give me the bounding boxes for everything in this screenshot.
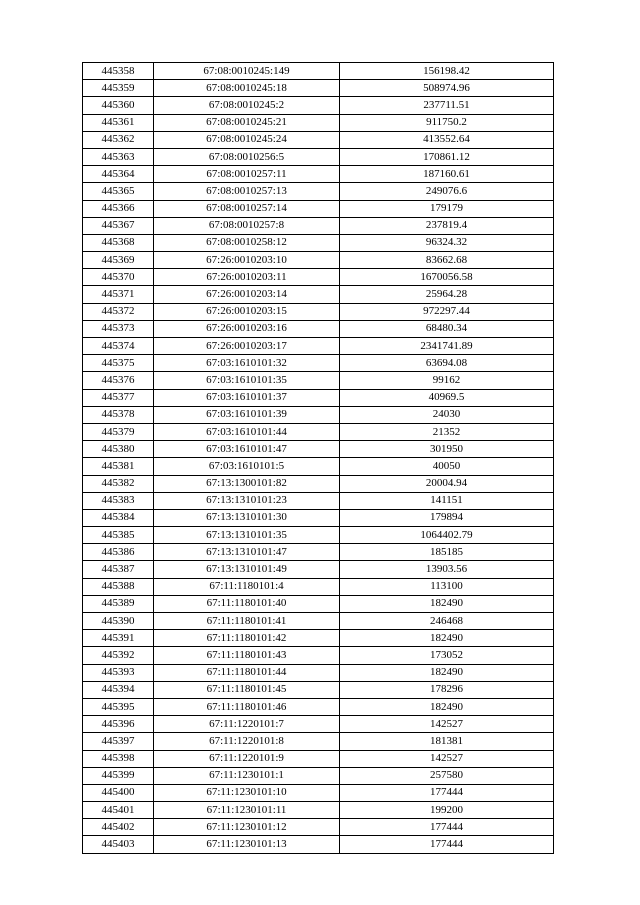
value-cell: 199200 — [340, 802, 554, 819]
cadastral-number-cell: 67:26:0010203:16 — [154, 320, 340, 337]
value-cell: 187160.61 — [340, 166, 554, 183]
value-cell: 141151 — [340, 492, 554, 509]
cadastral-number-cell: 67:11:1220101:7 — [154, 716, 340, 733]
row-number-cell: 445372 — [83, 303, 154, 320]
row-number-cell: 445399 — [83, 767, 154, 784]
row-number-cell: 445384 — [83, 509, 154, 526]
value-cell: 20004.94 — [340, 475, 554, 492]
table-row — [83, 97, 554, 114]
table-row — [83, 114, 554, 131]
row-number-cell: 445368 — [83, 234, 154, 251]
table-row — [83, 441, 554, 458]
cadastral-number-cell: 67:08:0010245:2 — [154, 97, 340, 114]
cadastral-number-cell: 67:03:1610101:32 — [154, 355, 340, 372]
value-cell: 972297.44 — [340, 303, 554, 320]
row-number-cell: 445373 — [83, 320, 154, 337]
table-row — [83, 716, 554, 733]
value-cell: 182490 — [340, 630, 554, 647]
value-cell: 182490 — [340, 698, 554, 715]
cadastral-number-cell: 67:08:0010257:11 — [154, 166, 340, 183]
row-number-cell: 445401 — [83, 802, 154, 819]
table-row — [83, 784, 554, 801]
table-row — [83, 836, 554, 853]
row-number-cell: 445382 — [83, 475, 154, 492]
cadastral-number-cell: 67:03:1610101:47 — [154, 441, 340, 458]
table-row — [83, 131, 554, 148]
row-number-cell: 445396 — [83, 716, 154, 733]
cadastral-number-cell: 67:26:0010203:11 — [154, 269, 340, 286]
row-number-cell: 445391 — [83, 630, 154, 647]
table-row — [83, 406, 554, 423]
cadastral-number-cell: 67:11:1180101:4 — [154, 578, 340, 595]
row-number-cell: 445360 — [83, 97, 154, 114]
table-row — [83, 338, 554, 355]
value-cell: 508974.96 — [340, 80, 554, 97]
row-number-cell: 445385 — [83, 527, 154, 544]
table-row — [83, 458, 554, 475]
table-row — [83, 148, 554, 165]
value-cell: 177444 — [340, 784, 554, 801]
table-row — [83, 733, 554, 750]
value-cell: 246468 — [340, 613, 554, 630]
cadastral-number-cell: 67:11:1230101:11 — [154, 802, 340, 819]
table-row — [83, 286, 554, 303]
row-number-cell: 445380 — [83, 441, 154, 458]
table-row — [83, 630, 554, 647]
row-number-cell: 445369 — [83, 252, 154, 269]
cadastral-number-cell: 67:08:0010245:149 — [154, 63, 340, 80]
value-cell: 257580 — [340, 767, 554, 784]
cadastral-number-cell: 67:11:1230101:13 — [154, 836, 340, 853]
table-row — [83, 63, 554, 80]
value-cell: 142527 — [340, 750, 554, 767]
value-cell: 173052 — [340, 647, 554, 664]
value-cell: 142527 — [340, 716, 554, 733]
value-cell: 63694.08 — [340, 355, 554, 372]
value-cell: 301950 — [340, 441, 554, 458]
cadastral-number-cell: 67:26:0010203:17 — [154, 338, 340, 355]
cadastral-number-cell: 67:08:0010257:14 — [154, 200, 340, 217]
cadastral-number-cell: 67:13:1300101:82 — [154, 475, 340, 492]
cadastral-number-cell: 67:08:0010257:8 — [154, 217, 340, 234]
table-row — [83, 544, 554, 561]
row-number-cell: 445381 — [83, 458, 154, 475]
row-number-cell: 445365 — [83, 183, 154, 200]
row-number-cell: 445366 — [83, 200, 154, 217]
row-number-cell: 445361 — [83, 114, 154, 131]
row-number-cell: 445395 — [83, 698, 154, 715]
cadastral-number-cell: 67:26:0010203:14 — [154, 286, 340, 303]
cadastral-number-cell: 67:13:1310101:23 — [154, 492, 340, 509]
cadastral-number-cell: 67:11:1180101:41 — [154, 613, 340, 630]
row-number-cell: 445378 — [83, 406, 154, 423]
row-number-cell: 445359 — [83, 80, 154, 97]
value-cell: 96324.32 — [340, 234, 554, 251]
table-row — [83, 389, 554, 406]
cadastral-value-table — [82, 62, 554, 854]
row-number-cell: 445388 — [83, 578, 154, 595]
value-cell: 113100 — [340, 578, 554, 595]
table-row — [83, 252, 554, 269]
row-number-cell: 445389 — [83, 595, 154, 612]
cadastral-number-cell: 67:11:1180101:43 — [154, 647, 340, 664]
table-row — [83, 234, 554, 251]
value-cell: 1064402.79 — [340, 527, 554, 544]
row-number-cell: 445390 — [83, 613, 154, 630]
value-cell: 40050 — [340, 458, 554, 475]
table-row — [83, 613, 554, 630]
value-cell: 83662.68 — [340, 252, 554, 269]
cadastral-number-cell: 67:08:0010245:24 — [154, 131, 340, 148]
value-cell: 185185 — [340, 544, 554, 561]
table-row — [83, 183, 554, 200]
table-row — [83, 595, 554, 612]
value-cell: 911750.2 — [340, 114, 554, 131]
cadastral-number-cell: 67:11:1220101:9 — [154, 750, 340, 767]
value-cell: 182490 — [340, 664, 554, 681]
cadastral-number-cell: 67:13:1310101:49 — [154, 561, 340, 578]
row-number-cell: 445383 — [83, 492, 154, 509]
table-row — [83, 681, 554, 698]
table-row — [83, 80, 554, 97]
table-row — [83, 475, 554, 492]
cadastral-number-cell: 67:03:1610101:5 — [154, 458, 340, 475]
table-row — [83, 578, 554, 595]
cadastral-number-cell: 67:08:0010258:12 — [154, 234, 340, 251]
table-row — [83, 698, 554, 715]
row-number-cell: 445374 — [83, 338, 154, 355]
row-number-cell: 445386 — [83, 544, 154, 561]
table-row — [83, 320, 554, 337]
table-row — [83, 802, 554, 819]
table-row — [83, 303, 554, 320]
table-row — [83, 217, 554, 234]
row-number-cell: 445402 — [83, 819, 154, 836]
row-number-cell: 445371 — [83, 286, 154, 303]
row-number-cell: 445370 — [83, 269, 154, 286]
value-cell: 177444 — [340, 819, 554, 836]
table-row — [83, 372, 554, 389]
value-cell: 99162 — [340, 372, 554, 389]
row-number-cell: 445362 — [83, 131, 154, 148]
cadastral-number-cell: 67:08:0010256:5 — [154, 148, 340, 165]
value-cell: 249076.6 — [340, 183, 554, 200]
row-number-cell: 445377 — [83, 389, 154, 406]
row-number-cell: 445397 — [83, 733, 154, 750]
value-cell: 68480.34 — [340, 320, 554, 337]
cadastral-number-cell: 67:11:1180101:44 — [154, 664, 340, 681]
cadastral-number-cell: 67:13:1310101:47 — [154, 544, 340, 561]
value-cell: 2341741.89 — [340, 338, 554, 355]
table-row — [83, 509, 554, 526]
table-row — [83, 166, 554, 183]
cadastral-number-cell: 67:03:1610101:35 — [154, 372, 340, 389]
table-row — [83, 200, 554, 217]
table-row — [83, 423, 554, 440]
table-row — [83, 527, 554, 544]
cadastral-number-cell: 67:03:1610101:39 — [154, 406, 340, 423]
value-cell: 13903.56 — [340, 561, 554, 578]
cadastral-number-cell: 67:08:0010257:13 — [154, 183, 340, 200]
row-number-cell: 445376 — [83, 372, 154, 389]
value-cell: 179179 — [340, 200, 554, 217]
value-cell: 40969.5 — [340, 389, 554, 406]
cadastral-number-cell: 67:13:1310101:35 — [154, 527, 340, 544]
table-row — [83, 269, 554, 286]
row-number-cell: 445367 — [83, 217, 154, 234]
cadastral-number-cell: 67:13:1310101:30 — [154, 509, 340, 526]
value-cell: 1670056.58 — [340, 269, 554, 286]
table-row — [83, 767, 554, 784]
cadastral-number-cell: 67:03:1610101:37 — [154, 389, 340, 406]
value-cell: 237819.4 — [340, 217, 554, 234]
value-cell: 24030 — [340, 406, 554, 423]
table-row — [83, 819, 554, 836]
row-number-cell: 445387 — [83, 561, 154, 578]
cadastral-number-cell: 67:11:1180101:45 — [154, 681, 340, 698]
cadastral-number-cell: 67:03:1610101:44 — [154, 423, 340, 440]
cadastral-number-cell: 67:11:1230101:10 — [154, 784, 340, 801]
row-number-cell: 445379 — [83, 423, 154, 440]
row-number-cell: 445393 — [83, 664, 154, 681]
value-cell: 156198.42 — [340, 63, 554, 80]
cadastral-number-cell: 67:08:0010245:18 — [154, 80, 340, 97]
table-row — [83, 664, 554, 681]
value-cell: 181381 — [340, 733, 554, 750]
value-cell: 170861.12 — [340, 148, 554, 165]
cadastral-number-cell: 67:11:1230101:1 — [154, 767, 340, 784]
row-number-cell: 445375 — [83, 355, 154, 372]
value-cell: 178296 — [340, 681, 554, 698]
value-cell: 177444 — [340, 836, 554, 853]
cadastral-number-cell: 67:26:0010203:15 — [154, 303, 340, 320]
value-cell: 413552.64 — [340, 131, 554, 148]
value-cell: 237711.51 — [340, 97, 554, 114]
table-body — [83, 63, 554, 854]
table-row — [83, 647, 554, 664]
row-number-cell: 445392 — [83, 647, 154, 664]
value-cell: 182490 — [340, 595, 554, 612]
row-number-cell: 445364 — [83, 166, 154, 183]
cadastral-number-cell: 67:11:1180101:42 — [154, 630, 340, 647]
cadastral-number-cell: 67:11:1230101:12 — [154, 819, 340, 836]
cadastral-number-cell: 67:11:1180101:46 — [154, 698, 340, 715]
row-number-cell: 445398 — [83, 750, 154, 767]
row-number-cell: 445394 — [83, 681, 154, 698]
cadastral-number-cell: 67:08:0010245:21 — [154, 114, 340, 131]
value-cell: 21352 — [340, 423, 554, 440]
row-number-cell: 445358 — [83, 63, 154, 80]
cadastral-number-cell: 67:11:1220101:8 — [154, 733, 340, 750]
value-cell: 25964.28 — [340, 286, 554, 303]
row-number-cell: 445400 — [83, 784, 154, 801]
table-row — [83, 355, 554, 372]
value-cell: 179894 — [340, 509, 554, 526]
row-number-cell: 445363 — [83, 148, 154, 165]
table-row — [83, 492, 554, 509]
cadastral-number-cell: 67:11:1180101:40 — [154, 595, 340, 612]
cadastral-number-cell: 67:26:0010203:10 — [154, 252, 340, 269]
table-row — [83, 750, 554, 767]
table-row — [83, 561, 554, 578]
row-number-cell: 445403 — [83, 836, 154, 853]
